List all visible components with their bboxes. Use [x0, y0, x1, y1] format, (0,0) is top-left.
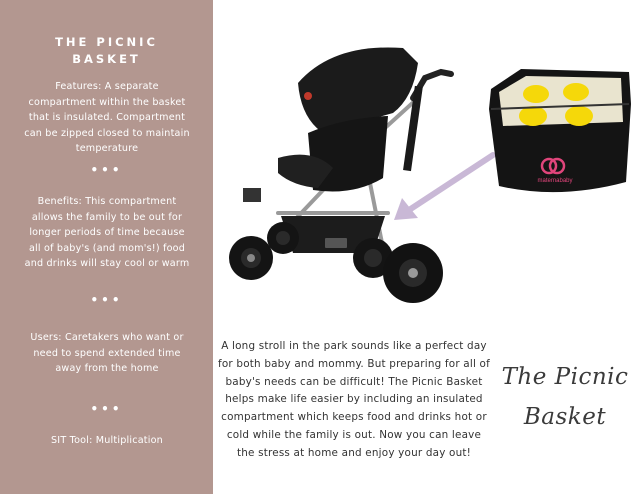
sit-tool-text: SIT Tool: Multiplication: [51, 435, 163, 446]
benefits-text: Benefits: This compartment allows the family to be out for longer periods of time because all of baby's (and mom's!) food and drinks will stay cool or warm: [24, 196, 190, 269]
users-text: Users: Caretakers who want or need to spend extended time away from the home: [30, 332, 184, 374]
script-title-line2: Basket: [523, 404, 607, 430]
separator-dots: •••: [90, 293, 123, 307]
sidebar-title-text: THE PICNIC BASKET: [55, 35, 158, 66]
separator-dots: •••: [90, 402, 123, 416]
insulated-basket-image: [481, 64, 636, 202]
main-area: [213, 0, 638, 494]
features-text: Features: A separate compartment within the basket that is insulated. Compartment can be zipped closed to maintain temperature: [24, 81, 190, 154]
description-paragraph: A long stroll in the park sounds like a perfect day for both baby and mommy. But preparing for all of baby's needs can be difficult! The Picnic Basket helps make life easier by including an insulated compartment which keeps food and drinks hot or cold while the family is out. Now you can leave the stress at home and enjoy your day out!: [218, 340, 490, 459]
sidebar-title: [0, 34, 213, 68]
script-title: [491, 357, 638, 437]
info-sidebar: [0, 0, 213, 494]
script-title-line1: The Picnic: [501, 364, 629, 390]
separator-dots: •••: [90, 163, 123, 177]
basket-logo-text: maternababy: [537, 178, 573, 184]
